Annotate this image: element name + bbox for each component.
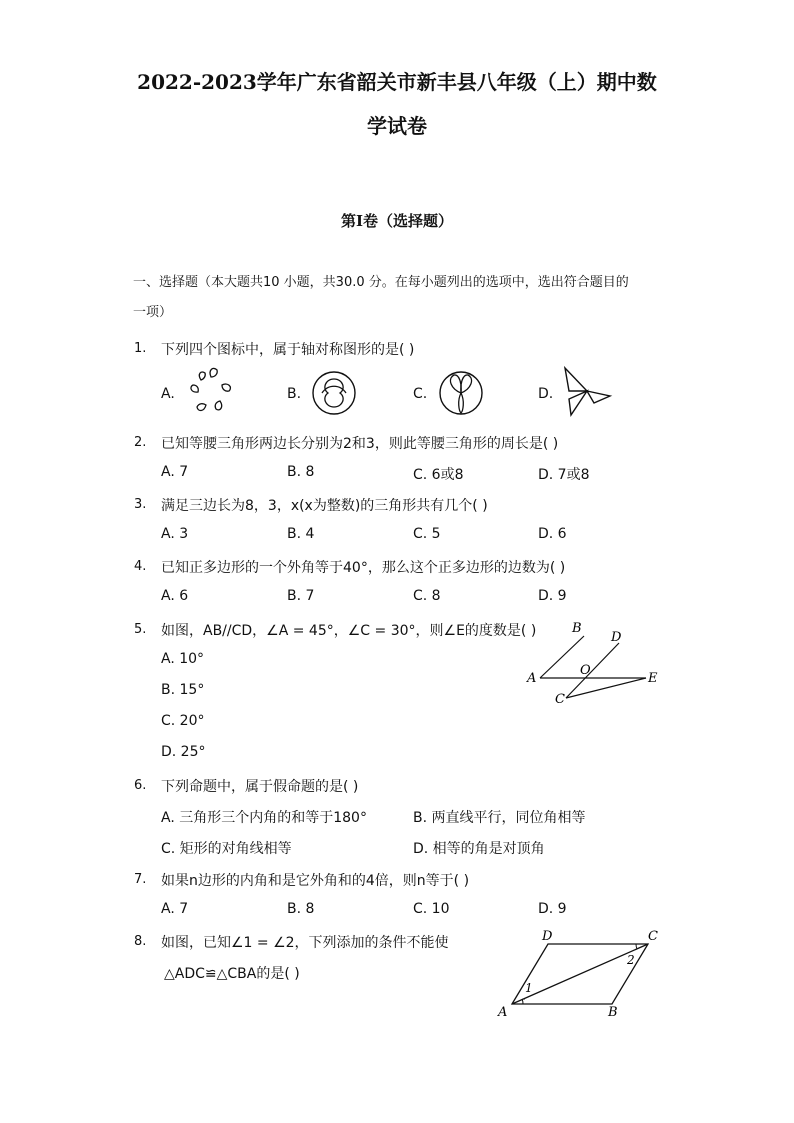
q4-option-c: C. 8 — [413, 588, 441, 604]
q6-option-a: A. 三角形三个内角的和等于180° — [161, 810, 367, 826]
q5-option-a: A. 10° — [161, 651, 205, 667]
q4-option-b: B. 7 — [287, 588, 315, 604]
q8-label-angle1: 1 — [525, 981, 533, 995]
q6-number: 6. — [134, 778, 147, 793]
q5-label-b: B — [572, 621, 582, 636]
section-title: 第I卷（选择题） — [340, 212, 454, 230]
triangle-blades-icon — [560, 365, 614, 419]
q1-option-c: C. — [413, 386, 428, 402]
pinwheel-icon — [184, 367, 238, 417]
q7-option-a: A. 7 — [161, 901, 189, 917]
q1-text: 下列四个图标中，属于轴对称图形的是( ) — [161, 342, 415, 358]
q5-label-o: O — [580, 663, 591, 678]
q3-option-d: D. 6 — [538, 526, 567, 542]
q2-text: 已知等腰三角形两边长分别为2和3，则此等腰三角形的周长是( ) — [161, 436, 559, 452]
q7-option-d: D. 9 — [538, 901, 567, 917]
q8-figure — [494, 926, 666, 1020]
doc-title-line2: 学试卷 — [367, 114, 427, 138]
q1-option-a: A. — [161, 386, 175, 402]
q2-option-b: B. 8 — [287, 464, 315, 480]
q4-option-a: A. 6 — [161, 588, 189, 604]
q2-number: 2. — [134, 435, 147, 450]
q8-number: 8. — [134, 934, 147, 949]
q6-option-c: C. 矩形的对角线相等 — [161, 841, 292, 857]
q3-number: 3. — [134, 497, 147, 512]
yin-yang-icon — [310, 369, 358, 417]
q5-label-d: D — [611, 630, 622, 645]
q8-label-d: D — [542, 929, 553, 944]
q2-option-d: D. 7或8 — [538, 467, 590, 483]
q8-label-angle2: 2 — [627, 953, 635, 967]
q1-number: 1. — [134, 341, 147, 356]
q3-text: 满足三边长为8，3，x(x为整数)的三角形共有几个( ) — [161, 498, 488, 514]
q2-option-c: C. 6或8 — [413, 467, 464, 483]
q4-text: 已知正多边形的一个外角等于40°，那么这个正多边形的边数为( ) — [161, 560, 566, 576]
q8-text-line2: △ADC≌△CBA的是( ) — [164, 966, 300, 982]
trefoil-circle-icon — [437, 369, 485, 417]
q6-option-d: D. 相等的角是对顶角 — [413, 841, 545, 857]
q8-label-b: B — [608, 1005, 618, 1020]
q5-label-c: C — [555, 692, 565, 707]
q7-number: 7. — [134, 872, 147, 887]
q5-text: 如图，AB//CD，∠A = 45°，∠C = 30°，则∠E的度数是( ) — [161, 623, 537, 639]
q4-option-d: D. 9 — [538, 588, 567, 604]
doc-title-line1: 2022-2023学年广东省韶关市新丰县八年级（上）期中数 — [137, 70, 657, 94]
q3-option-b: B. 4 — [287, 526, 315, 542]
q1-option-d: D. — [538, 386, 554, 402]
q5-figure — [522, 618, 662, 710]
q5-label-a: A — [527, 671, 537, 686]
q7-option-b: B. 8 — [287, 901, 315, 917]
q7-text: 如果n边形的内角和是它外角和的4倍，则n等于( ) — [161, 873, 470, 889]
instruction-line2: 一项） — [133, 305, 173, 320]
q5-option-d: D. 25° — [161, 744, 206, 760]
q2-option-a: A. 7 — [161, 464, 189, 480]
q5-option-b: B. 15° — [161, 682, 205, 698]
q1-option-b: B. — [287, 386, 302, 402]
q5-number: 5. — [134, 622, 147, 637]
q8-text: 如图，已知∠1 = ∠2，下列添加的条件不能使 — [161, 935, 449, 951]
q6-text: 下列命题中，属于假命题的是( ) — [161, 779, 359, 795]
q8-label-c: C — [648, 929, 658, 944]
q5-option-c: C. 20° — [161, 713, 205, 729]
instruction-line1: 一、选择题（本大题共10 小题，共30.0 分。在每小题列出的选项中，选出符合题目的 — [133, 275, 629, 290]
q5-label-e: E — [648, 671, 658, 686]
q8-label-a: A — [498, 1005, 508, 1020]
q3-option-a: A. 3 — [161, 526, 189, 542]
q4-number: 4. — [134, 559, 147, 574]
q6-option-b: B. 两直线平行，同位角相等 — [413, 810, 586, 826]
q7-option-c: C. 10 — [413, 901, 450, 917]
q3-option-c: C. 5 — [413, 526, 441, 542]
